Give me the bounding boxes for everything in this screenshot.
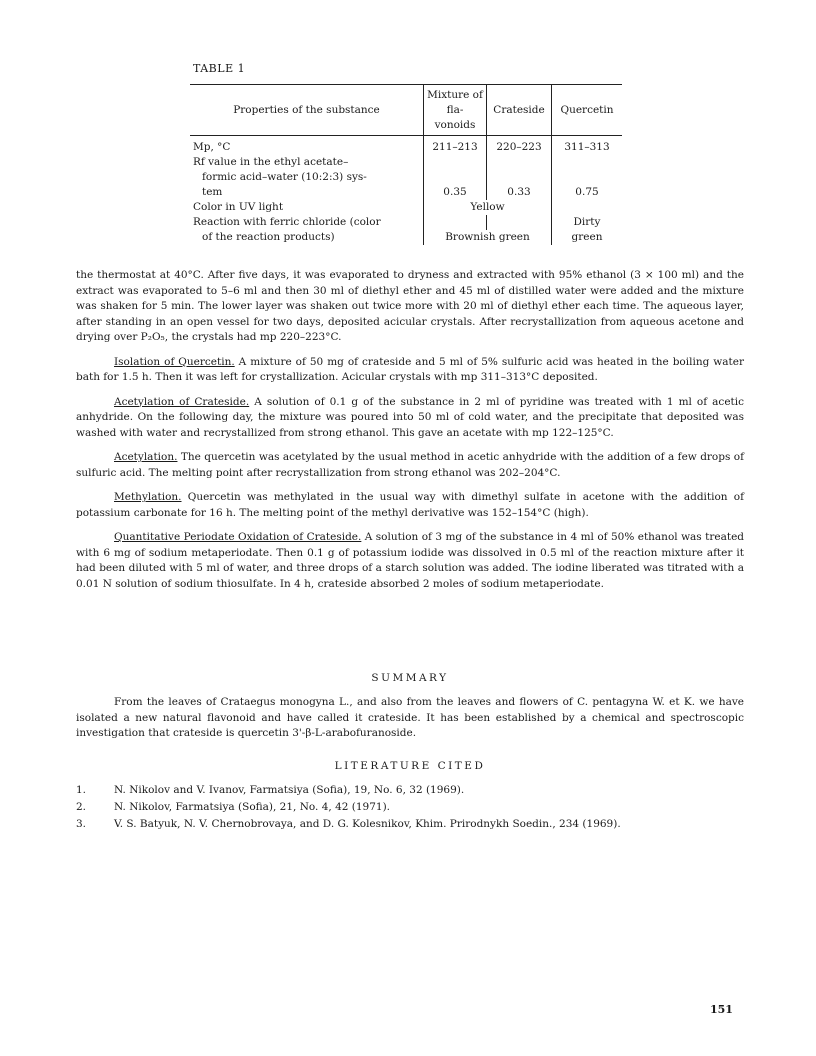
table-row	[190, 230, 622, 245]
table-row	[190, 170, 622, 185]
header-properties: Properties of the substance	[190, 85, 424, 136]
table-cell: 311–313	[552, 136, 623, 156]
table-cell: of the reaction products)	[202, 231, 335, 243]
properties-table	[190, 84, 622, 245]
paragraph-text: A solution of 0.1 g of the substance in 2 ml of pyridine was treated with 1 ml of acetic anhydride. On the following day, the mixture was poured into 50 ml of cold water, and the precipitate that deposited was washed with water and recrystallized from strong ethanol. This gave an acetate with mp 122–125°C.	[76, 395, 744, 439]
paragraph	[76, 490, 744, 521]
paragraph-text: A mixture of 50 mg of crateside and 5 ml of 5% sulfuric acid was heated in the boiling water bath for 1.5 h. Then it was left for crystallization. Acicular crystals with mp 311–313°C deposited.	[76, 355, 744, 383]
table-header-row	[190, 85, 622, 136]
table-cell: formic acid–water (10:2:3) sys-	[202, 171, 367, 183]
reference-text: N. Nikolov, Farmatsiya (Sofia), 21, No. 4, 42 (1971).	[114, 801, 391, 813]
page-number: 151	[710, 1003, 733, 1016]
table-row	[190, 200, 622, 215]
section-title: Acetylation of Crateside.	[114, 395, 250, 408]
paragraph: the thermostat at 40°C. After five days, it was evaporated to dryness and extracted with 95% ethanol (3 × 100 ml) and the extract was evaporated to 5–6 ml and then 30 ml of diethyl ether and 45 ml of distilled water were added and the mixture was shaken for 5 min. The lower layer was shaken out twice more with 20 ml of diethyl ether each time. The aqueous layer, after standing in an open vessel for two days, deposited acicular crystals. After recrystallization from aqueous acetone and drying over P₂O₅, the crystals had mp 220–223°C.	[76, 269, 744, 343]
table-row	[190, 215, 622, 230]
paragraph-text: Quercetin was methylated in the usual way with dimethyl sulfate in acetone with the addition of potassium carbonate for 16 h. The melting point of the methyl derivative was 152–154°C (high).	[76, 491, 744, 519]
table-cell: tem	[202, 186, 223, 198]
literature-heading: LITERATURE CITED	[334, 760, 486, 772]
reference-number: 3.	[76, 818, 87, 830]
reference-number: 2.	[76, 801, 87, 813]
paragraph-text: The quercetin was acetylated by the usual method in acetic anhydride with the addition of a few drops of sulfuric acid. The melting point after recrystallization from strong ethanol was 202–204°C.	[76, 451, 744, 479]
table-cell: 211–213	[424, 136, 487, 156]
paragraph	[76, 395, 744, 442]
paragraph-text: A solution of 3 mg of the substance in 4 ml of 50% ethanol was treated with 6 mg of sodium metaperiodate. Then 0.1 g of potassium iodide was dissolved in 0.5 ml of the reaction mixture after it had been diluted with 5 ml of water, and three drops of a starch solution was added. The iodine liberated was titrated with a 0.01 N solution of sodium thiosulfate. In 4 h, crateside absorbed 2 moles of sodium metaperiodate.	[76, 531, 745, 590]
table-cell: 0.75	[552, 185, 623, 200]
reference-item	[76, 816, 744, 833]
reference-item	[76, 782, 744, 799]
table-cell: Dirty	[552, 215, 623, 230]
table-row	[190, 136, 622, 156]
summary-text: From the leaves of Crataegus monogyna L., and also from the leaves and flowers of C. pentagyna W. et K. we have isolated a new natural flavonoid and have called it crateside. It has been established by a chemical and spectroscopic investigation that crateside is quercetin 3'-β-L-arabofuranoside.	[76, 696, 744, 739]
table-caption: TABLE 1	[193, 62, 246, 75]
paragraph	[76, 530, 744, 592]
reference-number: 1.	[76, 784, 87, 796]
table-cell: Reaction with ferric chloride (color	[193, 216, 381, 228]
section-title: Isolation of Quercetin.	[114, 355, 235, 368]
section-title: Quantitative Periodate Oxidation of Crateside.	[114, 531, 362, 543]
table-cell: Rf value in the ethyl acetate–	[193, 156, 349, 168]
header-mixture: Mixture of fla-vonoids	[424, 85, 487, 136]
reference-text: V. S. Batyuk, N. V. Chernobrovaya, and D. G. Kolesnikov, Khim. Prirodnykh Soedin., 234 (1969).	[114, 818, 621, 830]
table-cell: Color in UV light	[193, 201, 284, 213]
table-cell: Mp, °C	[193, 141, 231, 153]
section-title: Acetylation.	[114, 451, 178, 463]
table-cell: 0.35	[424, 185, 487, 200]
table-cell: green	[552, 230, 623, 245]
header-crateside: Crateside	[487, 85, 552, 136]
header-quercetin: Quercetin	[552, 85, 623, 136]
table-row	[190, 185, 622, 200]
paragraph	[76, 450, 744, 481]
section-title: Methylation.	[114, 491, 182, 503]
table-cell: 0.33	[487, 185, 552, 200]
summary-body	[76, 695, 744, 751]
reference-item	[76, 799, 744, 816]
table-cell-merged: Yellow	[424, 200, 552, 215]
table-cell: 220–223	[487, 136, 552, 156]
reference-text: N. Nikolov and V. Ivanov, Farmatsiya (Sofia), 19, No. 6, 32 (1969).	[114, 784, 465, 796]
paragraph	[76, 355, 744, 386]
table-cell-merged: Brownish green	[424, 230, 552, 245]
body-text	[76, 268, 744, 601]
summary-heading: SUMMARY	[371, 672, 449, 684]
table-row	[190, 155, 622, 170]
reference-list	[76, 782, 744, 833]
